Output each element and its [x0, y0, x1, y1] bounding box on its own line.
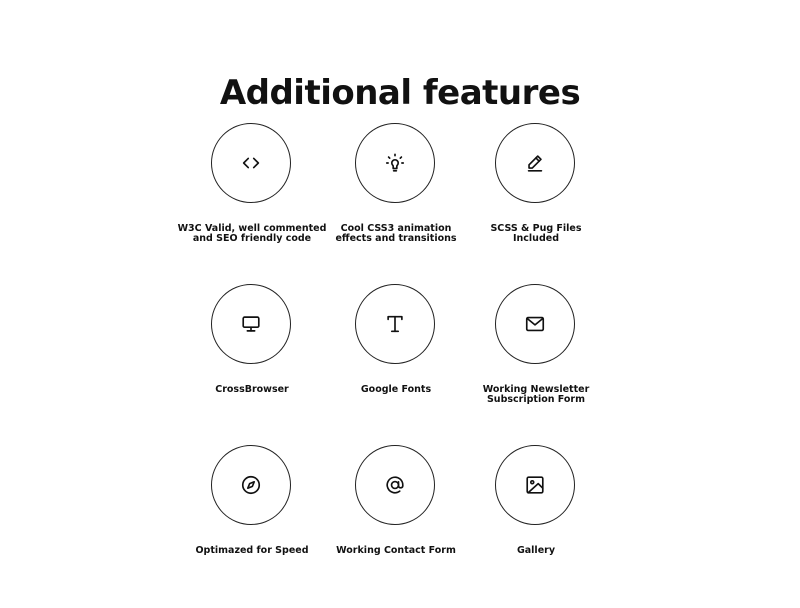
feature-icon-circle — [355, 123, 435, 203]
feature-label: CrossBrowser — [215, 384, 289, 395]
type-icon — [384, 313, 406, 335]
feature-icon-circle — [211, 445, 291, 525]
mail-icon — [524, 313, 546, 335]
feature-icon-circle — [211, 284, 291, 364]
feature-item-css3-animation — [316, 123, 476, 273]
feature-icon-circle — [495, 445, 575, 525]
feature-label: Cool CSS3 animation effects and transitions — [335, 223, 457, 244]
feature-icon-circle — [495, 284, 575, 364]
feature-label: Working Contact Form — [336, 545, 456, 556]
feature-item-crossbrowser — [172, 284, 332, 434]
lightbulb-icon — [384, 152, 406, 174]
feature-item-w3c-valid — [172, 123, 332, 273]
feature-label: Gallery — [516, 545, 556, 556]
image-icon — [524, 474, 546, 496]
feature-label: W3C Valid, well commented and SEO friendly code — [177, 223, 327, 244]
feature-icon-circle — [355, 445, 435, 525]
page-title: Additional features — [219, 72, 581, 113]
at-sign-icon — [384, 474, 406, 496]
feature-item-google-fonts — [316, 284, 476, 434]
feature-item-newsletter — [456, 284, 616, 434]
feature-label: SCSS & Pug Files Included — [490, 223, 582, 244]
feature-icon-circle — [355, 284, 435, 364]
feature-item-speed — [172, 445, 332, 595]
feature-item-contact-form — [316, 445, 476, 595]
feature-icon-circle — [495, 123, 575, 203]
feature-item-gallery — [456, 445, 616, 595]
code-icon — [240, 152, 262, 174]
compass-icon — [240, 474, 262, 496]
feature-icon-circle — [211, 123, 291, 203]
pencil-icon — [524, 152, 546, 174]
feature-label: Working Newsletter Subscription Form — [482, 384, 590, 405]
feature-label: Google Fonts — [360, 384, 432, 395]
feature-label: Optimazed for Speed — [195, 545, 309, 556]
feature-item-scss-pug — [456, 123, 616, 273]
monitor-icon — [240, 313, 262, 335]
